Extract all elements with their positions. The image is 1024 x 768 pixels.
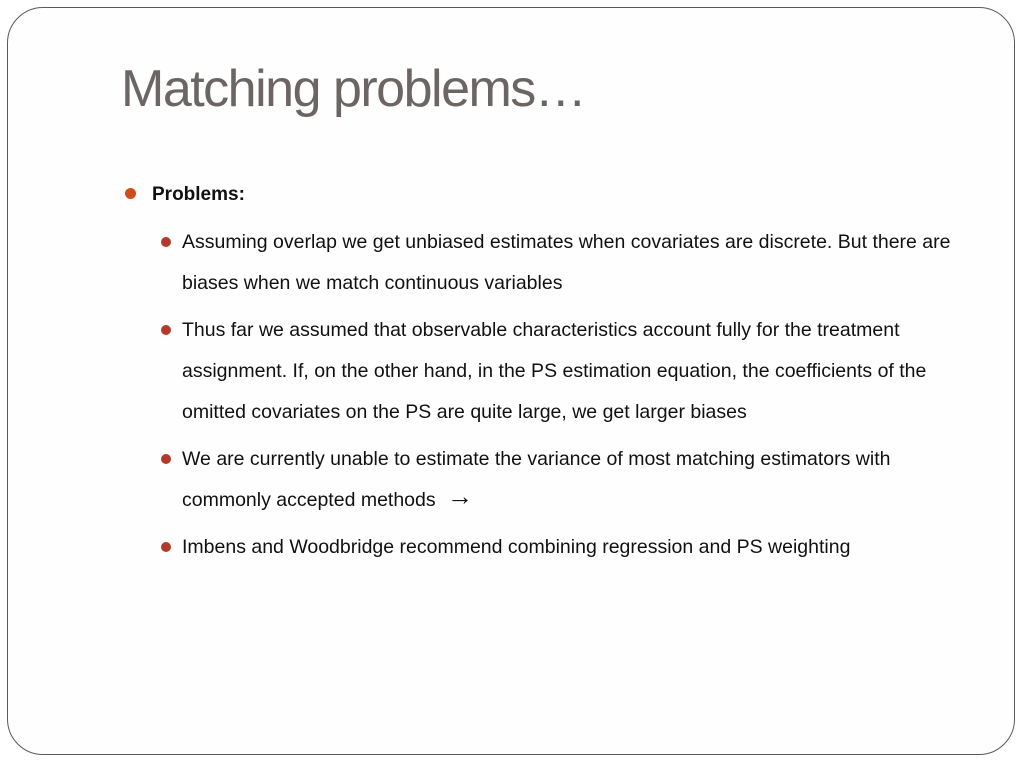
sub-bullet-text: We are currently unable to estimate the variance of most matching estimators with commonly accepted methods [182, 448, 891, 511]
sub-bullet-item [121, 222, 981, 304]
arrow-right-icon: → [447, 481, 474, 511]
sub-bullet-list [121, 222, 981, 568]
sub-bullet-text: Assuming overlap we get unbiased estimates when covariates are discrete. But there are biases when we match continuous variables [182, 231, 951, 294]
bullet-dot-icon [125, 188, 136, 199]
main-bullet-item [121, 180, 981, 210]
sub-bullet-item [121, 439, 981, 521]
bullet-dot-icon [161, 454, 171, 464]
slide-title: Matching problems… [121, 60, 586, 118]
sub-bullet-item [121, 310, 981, 433]
slide-frame [7, 7, 1015, 755]
sub-bullet-text: Thus far we assumed that observable characteristics account fully for the treatment assignment. If, on the other hand, in the PS estimation equation, the coefficients of the omitted covariates on the PS are quite large, we get larger biases [182, 319, 927, 423]
main-bullet-label: Problems: [152, 184, 245, 205]
bullet-dot-icon [161, 237, 171, 247]
sub-bullet-text: Imbens and Woodbridge recommend combining regression and PS weighting [182, 536, 851, 558]
bullet-dot-icon [161, 542, 171, 552]
slide-content [121, 180, 981, 574]
sub-bullet-item [121, 527, 981, 568]
bullet-dot-icon [161, 325, 171, 335]
